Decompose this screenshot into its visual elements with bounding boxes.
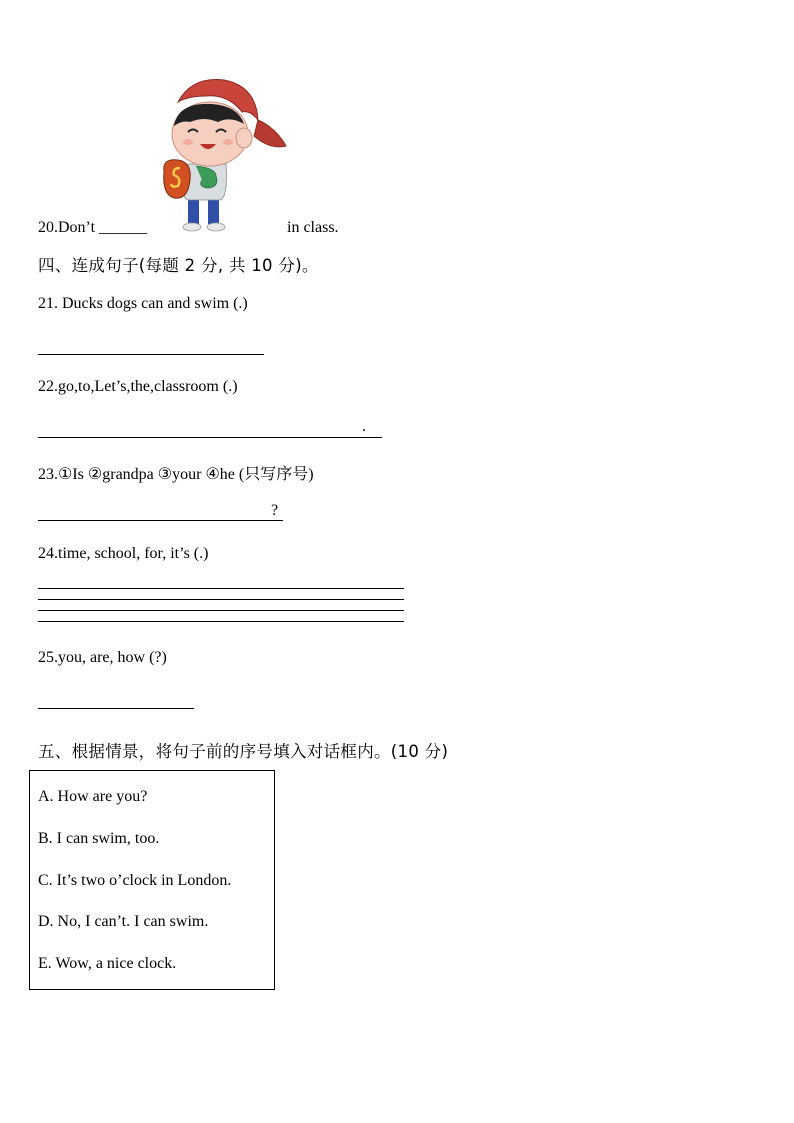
writing-line-4[interactable] — [38, 621, 404, 622]
question-25: 25.you, are, how (?) — [38, 649, 167, 666]
answer-line-25[interactable] — [38, 708, 194, 709]
question-24: 24.time, school, for, it’s (.) — [38, 545, 209, 562]
option-b: B. I can swim, too. — [38, 830, 160, 847]
question-21: 21. Ducks dogs can and swim (.) — [38, 295, 248, 312]
question-20-prefix: 20.Don’t ______ — [38, 219, 148, 236]
boy-illustration — [158, 76, 288, 236]
answer-line-22-end: . — [362, 418, 366, 435]
section-4-heading: 四、连成句子(每题 2 分, 共 10 分)。 — [38, 256, 319, 275]
option-a: A. How are you? — [38, 788, 148, 805]
option-c: C. It’s two o’clock in London. — [38, 872, 232, 889]
writing-line-2[interactable] — [38, 599, 404, 600]
answer-line-21[interactable] — [38, 354, 264, 355]
writing-line-1[interactable] — [38, 588, 404, 589]
answer-line-22[interactable] — [38, 437, 382, 438]
question-20-suffix: in class. — [287, 219, 339, 236]
question-22: 22.go,to,Let’s,the,classroom (.) — [38, 378, 238, 395]
answer-line-23-end: ? — [271, 502, 279, 519]
option-d: D. No, I can’t. I can swim. — [38, 913, 209, 930]
question-23: 23.①Is ②grandpa ③your ④he (只写序号) — [38, 466, 314, 483]
option-e: E. Wow, a nice clock. — [38, 955, 177, 972]
answer-line-23[interactable] — [38, 520, 283, 521]
options-box — [29, 770, 275, 990]
section-5-heading: 五、根据情景，将句子前的序号填入对话框内。(10 分) — [38, 742, 449, 761]
writing-line-3[interactable] — [38, 610, 404, 611]
